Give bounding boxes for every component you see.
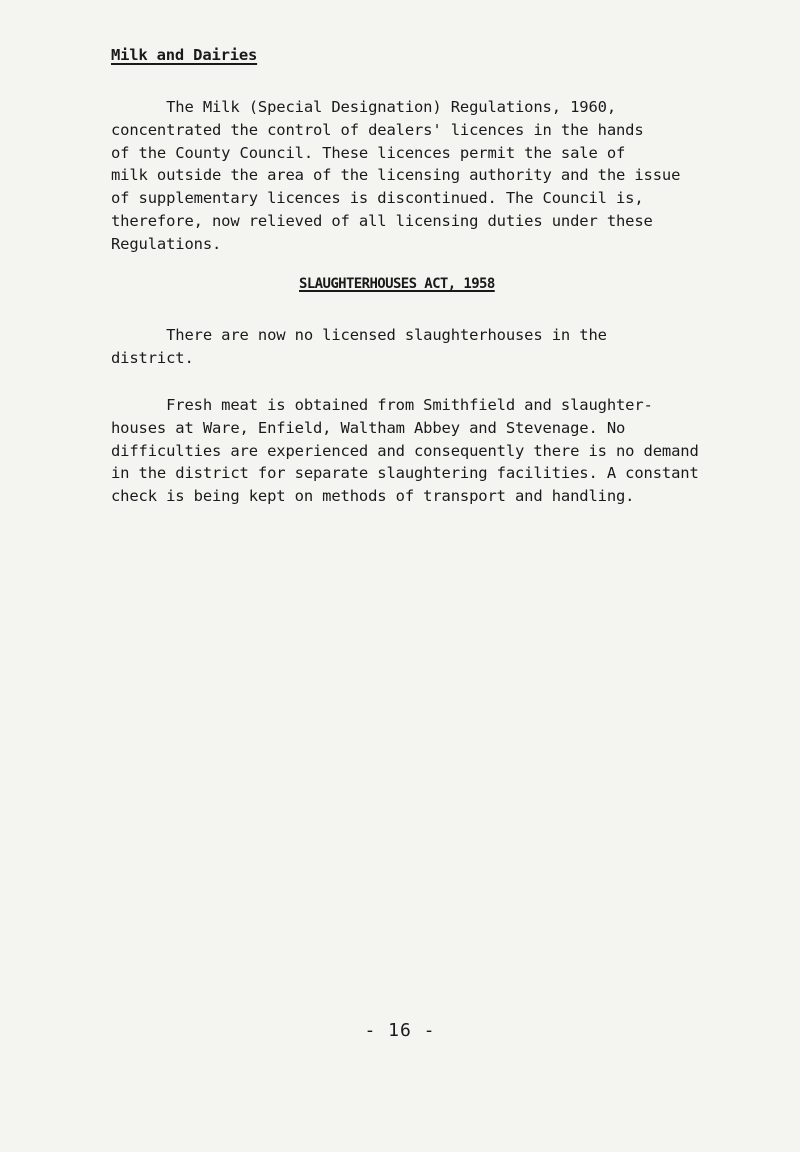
page-number: - 16 - <box>364 1020 436 1041</box>
paragraph-milk-regulations: The Milk (Special Designation) Regulations, 1960, concentrated the control of dealers' licences in the hands of the County Council. These licences permit the sale of milk outside the area of the licensing authority and the issue of supplementary licences is discontinued. The Council is, therefore, now relieved of all licensing duties under these Regulations. <box>111 98 681 253</box>
paragraph-fresh-meat: Fresh meat is obtained from Smithfield and slaughter- houses at Ware, Enfield, Waltham Abbey and Stevenage. No difficulties are experienced and consequently there is no demand in the district for separate slaughtering facilities. A constant check is being kept on methods of transport and handling. <box>111 396 699 506</box>
section-heading: Milk and Dairies <box>111 46 258 64</box>
paragraph-no-slaughterhouses: There are now no licensed slaughterhouses in the district. <box>111 326 607 367</box>
subheading-slaughterhouses-act: SLAUGHTERHOUSES ACT, 1958 <box>299 276 495 292</box>
